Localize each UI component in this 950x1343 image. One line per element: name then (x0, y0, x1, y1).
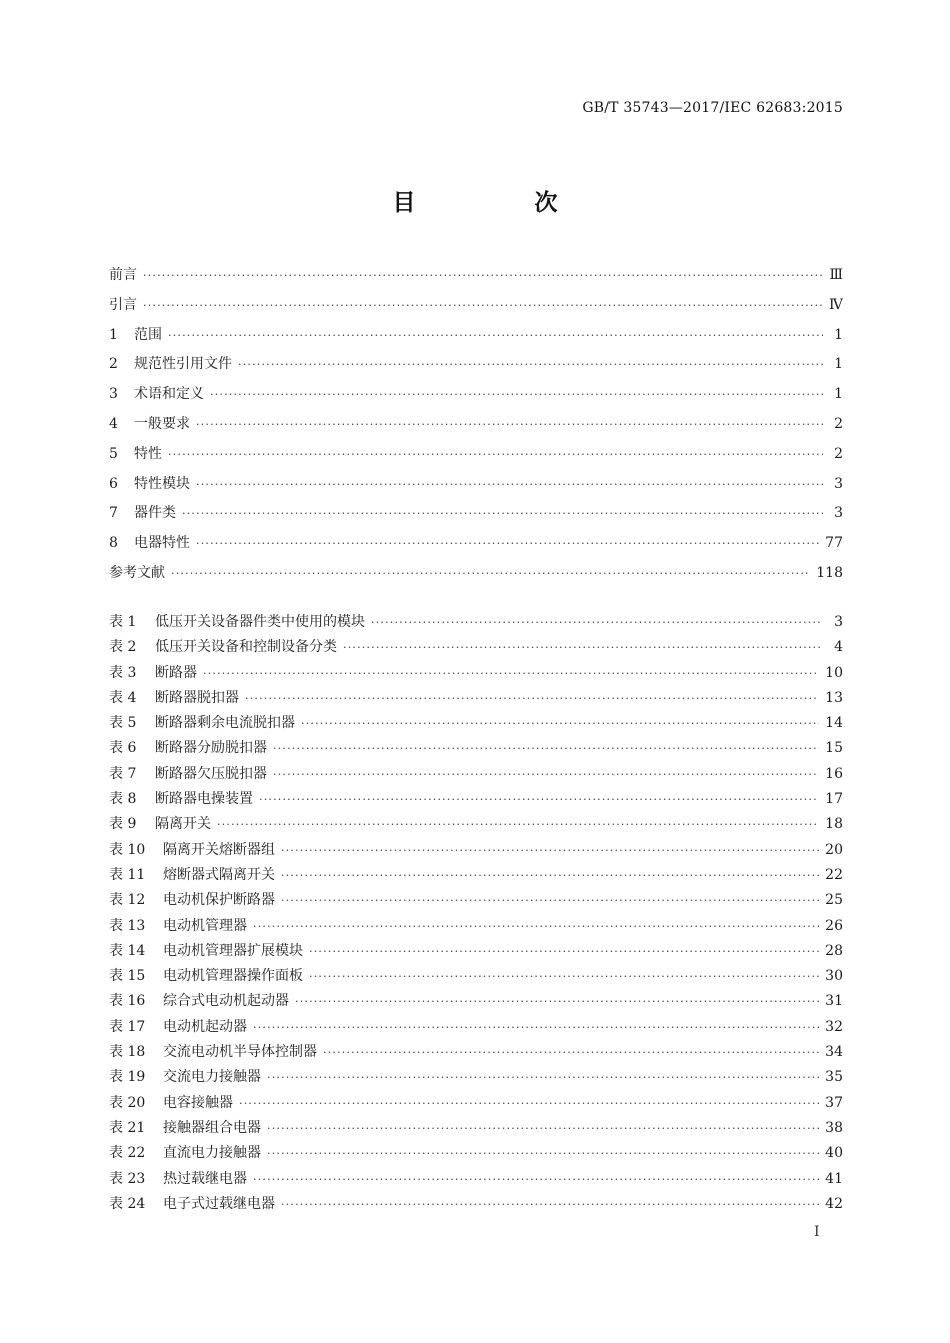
entry-page-number: 42 (825, 1195, 843, 1212)
toc-table-entry[interactable] (109, 1017, 843, 1042)
entry-label: 交流电动机半导体控制器 (163, 1044, 317, 1061)
toc-entry[interactable] (109, 503, 843, 533)
toc-entry[interactable] (109, 474, 843, 504)
entry-label: 低压开关设备和控制设备分类 (155, 639, 337, 656)
entry-number: 表 14 (109, 942, 146, 959)
toc-entry[interactable] (109, 384, 843, 414)
entry-number: 表 17 (109, 1018, 146, 1035)
entry-page-number: 118 (816, 564, 843, 581)
entry-page-number: 2 (834, 415, 843, 432)
entry-page-number: 32 (825, 1018, 843, 1035)
toc-table-entry[interactable] (109, 789, 843, 814)
entry-number: 表 8 (109, 791, 137, 808)
entry-label: 电子式过载继电器 (163, 1195, 275, 1212)
entry-page-number: 22 (825, 866, 843, 883)
toc-entry[interactable] (109, 533, 843, 563)
toc-table-entry[interactable] (109, 764, 843, 789)
entry-page-number: 4 (834, 639, 843, 656)
entry-page-number: 37 (825, 1094, 843, 1111)
dot-leader (253, 917, 819, 937)
entry-number: 表 2 (109, 639, 137, 656)
entry-number: 8 (109, 535, 118, 552)
entry-page-number: 25 (825, 892, 843, 909)
toc-table-entry[interactable] (109, 1194, 843, 1219)
entry-page-number: 1 (834, 356, 843, 373)
dot-leader (196, 475, 823, 495)
dot-leader (371, 613, 823, 633)
toc-table-entry[interactable] (109, 865, 843, 890)
entry-label: 电动机起动器 (163, 1018, 247, 1035)
entry-page-number: 31 (825, 993, 843, 1010)
toc-table-entry[interactable] (109, 1118, 843, 1143)
entry-number: 表 10 (109, 841, 146, 858)
entry-page-number: 10 (825, 664, 843, 681)
entry-label: 熔断器式隔离开关 (163, 866, 275, 883)
toc-main-list (109, 265, 843, 593)
entry-number: 表 3 (109, 664, 137, 681)
entry-label: 断路器电操装置 (155, 791, 253, 808)
entry-page-number: 18 (825, 816, 843, 833)
dot-leader (253, 1018, 819, 1038)
entry-page-number: 3 (834, 505, 843, 522)
toc-entry[interactable] (109, 265, 843, 295)
entry-page-number: 34 (825, 1044, 843, 1061)
entry-number: 表 23 (109, 1170, 146, 1187)
toc-table-entry[interactable] (109, 1067, 843, 1092)
entry-number: 2 (109, 356, 118, 373)
entry-label: 电器特性 (134, 535, 190, 552)
entry-label: 断路器分励脱扣器 (155, 740, 267, 757)
dot-leader (259, 790, 819, 810)
entry-page-number: 3 (834, 614, 843, 630)
entry-page-number: 35 (825, 1069, 843, 1086)
toc-table-entry[interactable] (109, 941, 843, 966)
dot-leader (168, 326, 823, 346)
entry-number: 表 6 (109, 740, 137, 757)
dot-leader (267, 1119, 819, 1139)
entry-label: 规范性引用文件 (134, 356, 232, 373)
dot-leader (238, 355, 823, 375)
entry-label: 电容接触器 (163, 1094, 233, 1111)
entry-label: 特性 (134, 445, 162, 462)
toc-table-entry[interactable] (109, 890, 843, 915)
dot-leader (309, 967, 819, 987)
entry-label: 综合式电动机起动器 (163, 993, 289, 1010)
entry-page-number: 1 (834, 326, 843, 343)
dot-leader (281, 891, 819, 911)
dot-leader (168, 445, 823, 465)
page-title: 目 次 (392, 190, 606, 216)
dot-leader (239, 1094, 819, 1114)
entry-page-number: 17 (825, 791, 843, 808)
dot-leader (203, 664, 819, 684)
entry-number: 表 19 (109, 1069, 146, 1086)
toc-entry[interactable] (109, 444, 843, 474)
entry-number: 3 (109, 386, 118, 403)
toc-entry[interactable] (109, 414, 843, 444)
dot-leader (217, 815, 819, 835)
entry-label: 直流电力接触器 (163, 1145, 261, 1162)
entry-page-number: 30 (825, 968, 843, 985)
entry-number: 表 12 (109, 892, 146, 909)
toc-table-entry[interactable] (109, 1093, 843, 1118)
toc-table-entry[interactable] (109, 713, 843, 738)
entry-label: 术语和定义 (134, 386, 204, 403)
entry-label: 前言 (109, 267, 137, 283)
entry-label: 交流电力接触器 (163, 1069, 261, 1086)
entry-page-number: Ⅳ (829, 296, 843, 313)
entry-page-number: 26 (825, 917, 843, 934)
entry-number: 表 4 (109, 689, 137, 706)
toc-table-entry[interactable] (109, 738, 843, 763)
toc-entry[interactable] (109, 295, 843, 325)
toc-table-entry[interactable] (109, 688, 843, 713)
entry-number: 4 (109, 415, 118, 432)
entry-label: 器件类 (134, 505, 176, 522)
dot-leader (267, 1144, 819, 1164)
entry-number: 表 21 (109, 1119, 146, 1136)
dot-leader (143, 266, 823, 286)
toc-table-entry[interactable] (109, 637, 843, 662)
entry-number: 表 24 (109, 1195, 146, 1212)
entry-label: 电动机管理器扩展模块 (163, 942, 303, 959)
entry-label: 断路器剩余电流脱扣器 (155, 715, 295, 732)
entry-page-number: 13 (825, 689, 843, 706)
entry-label: 断路器欠压脱扣器 (155, 765, 267, 782)
entry-number: 表 16 (109, 993, 146, 1010)
toc-table-entry[interactable] (109, 1169, 843, 1194)
entry-number: 1 (109, 326, 118, 343)
entry-page-number: 28 (825, 942, 843, 959)
entry-label: 一般要求 (134, 415, 190, 432)
entry-page-number: 40 (825, 1145, 843, 1162)
toc-table-entry[interactable] (109, 1143, 843, 1168)
page-number: I (814, 1224, 820, 1240)
toc-table-entry[interactable] (109, 991, 843, 1016)
entry-label: 隔离开关熔断器组 (163, 841, 275, 858)
entry-page-number: 2 (834, 445, 843, 462)
dot-leader (301, 714, 819, 734)
entry-number: 表 1 (109, 614, 137, 630)
dot-leader (253, 1170, 819, 1190)
dot-leader (281, 841, 819, 861)
dot-leader (295, 992, 819, 1012)
entry-number: 表 22 (109, 1145, 146, 1162)
entry-page-number: 16 (825, 765, 843, 782)
dot-leader (196, 534, 819, 554)
toc-table-entry[interactable] (109, 663, 843, 688)
toc-entry[interactable] (109, 354, 843, 384)
toc-entry[interactable] (109, 563, 843, 593)
entry-page-number: 3 (834, 475, 843, 492)
entry-label: 低压开关设备器件类中使用的模块 (155, 614, 365, 630)
entry-label: 电动机管理器操作面板 (163, 968, 303, 985)
entry-label: 范围 (134, 326, 162, 343)
dot-leader (273, 739, 819, 759)
entry-number: 7 (109, 505, 118, 522)
dot-leader (309, 942, 819, 962)
toc-table-entry[interactable] (109, 840, 843, 865)
entry-label: 接触器组合电器 (163, 1119, 261, 1136)
entry-number: 5 (109, 445, 118, 462)
dot-leader (245, 689, 819, 709)
entry-page-number: 77 (825, 535, 843, 552)
entry-label: 热过载继电器 (163, 1170, 247, 1187)
entry-number: 表 15 (109, 968, 146, 985)
entry-label: 电动机保护断路器 (163, 892, 275, 909)
dot-leader (323, 1043, 819, 1063)
toc-table-entry[interactable] (109, 814, 843, 839)
entry-number: 表 20 (109, 1094, 146, 1111)
entry-page-number: 41 (825, 1170, 843, 1187)
entry-number: 表 7 (109, 765, 137, 782)
entry-label: 断路器脱扣器 (155, 689, 239, 706)
entry-number: 表 18 (109, 1044, 146, 1061)
entry-label: 断路器 (155, 664, 197, 681)
dot-leader (196, 415, 823, 435)
standard-number-header: GB/T 35743—2017/IEC 62683:2015 (582, 100, 843, 116)
entry-label: 电动机管理器 (163, 917, 247, 934)
entry-page-number: Ⅲ (829, 267, 843, 283)
dot-leader (273, 765, 819, 785)
entry-page-number: 38 (825, 1119, 843, 1136)
entry-number: 表 13 (109, 917, 146, 934)
dot-leader (267, 1068, 819, 1088)
entry-label: 引言 (109, 296, 137, 313)
entry-number: 6 (109, 475, 118, 492)
toc-table-entry[interactable] (109, 916, 843, 941)
entry-page-number: 14 (825, 715, 843, 732)
entry-page-number: 1 (834, 386, 843, 403)
dot-leader (281, 866, 819, 886)
toc-entry[interactable] (109, 325, 843, 355)
entry-page-number: 15 (825, 740, 843, 757)
toc-table-entry[interactable] (109, 1042, 843, 1067)
toc-table-entry[interactable] (109, 612, 843, 637)
entry-number: 表 11 (109, 866, 146, 883)
entry-label: 隔离开关 (155, 816, 211, 833)
entry-number: 表 5 (109, 715, 137, 732)
entry-number: 表 9 (109, 816, 137, 833)
toc-table-list (109, 612, 843, 1219)
dot-leader (343, 638, 823, 658)
dot-leader (182, 504, 823, 524)
entry-page-number: 20 (825, 841, 843, 858)
toc-table-entry[interactable] (109, 966, 843, 991)
entry-label: 参考文献 (109, 564, 165, 581)
entry-label: 特性模块 (134, 475, 190, 492)
dot-leader (281, 1195, 819, 1215)
dot-leader (143, 296, 823, 316)
dot-leader (210, 385, 823, 405)
dot-leader (171, 564, 810, 584)
